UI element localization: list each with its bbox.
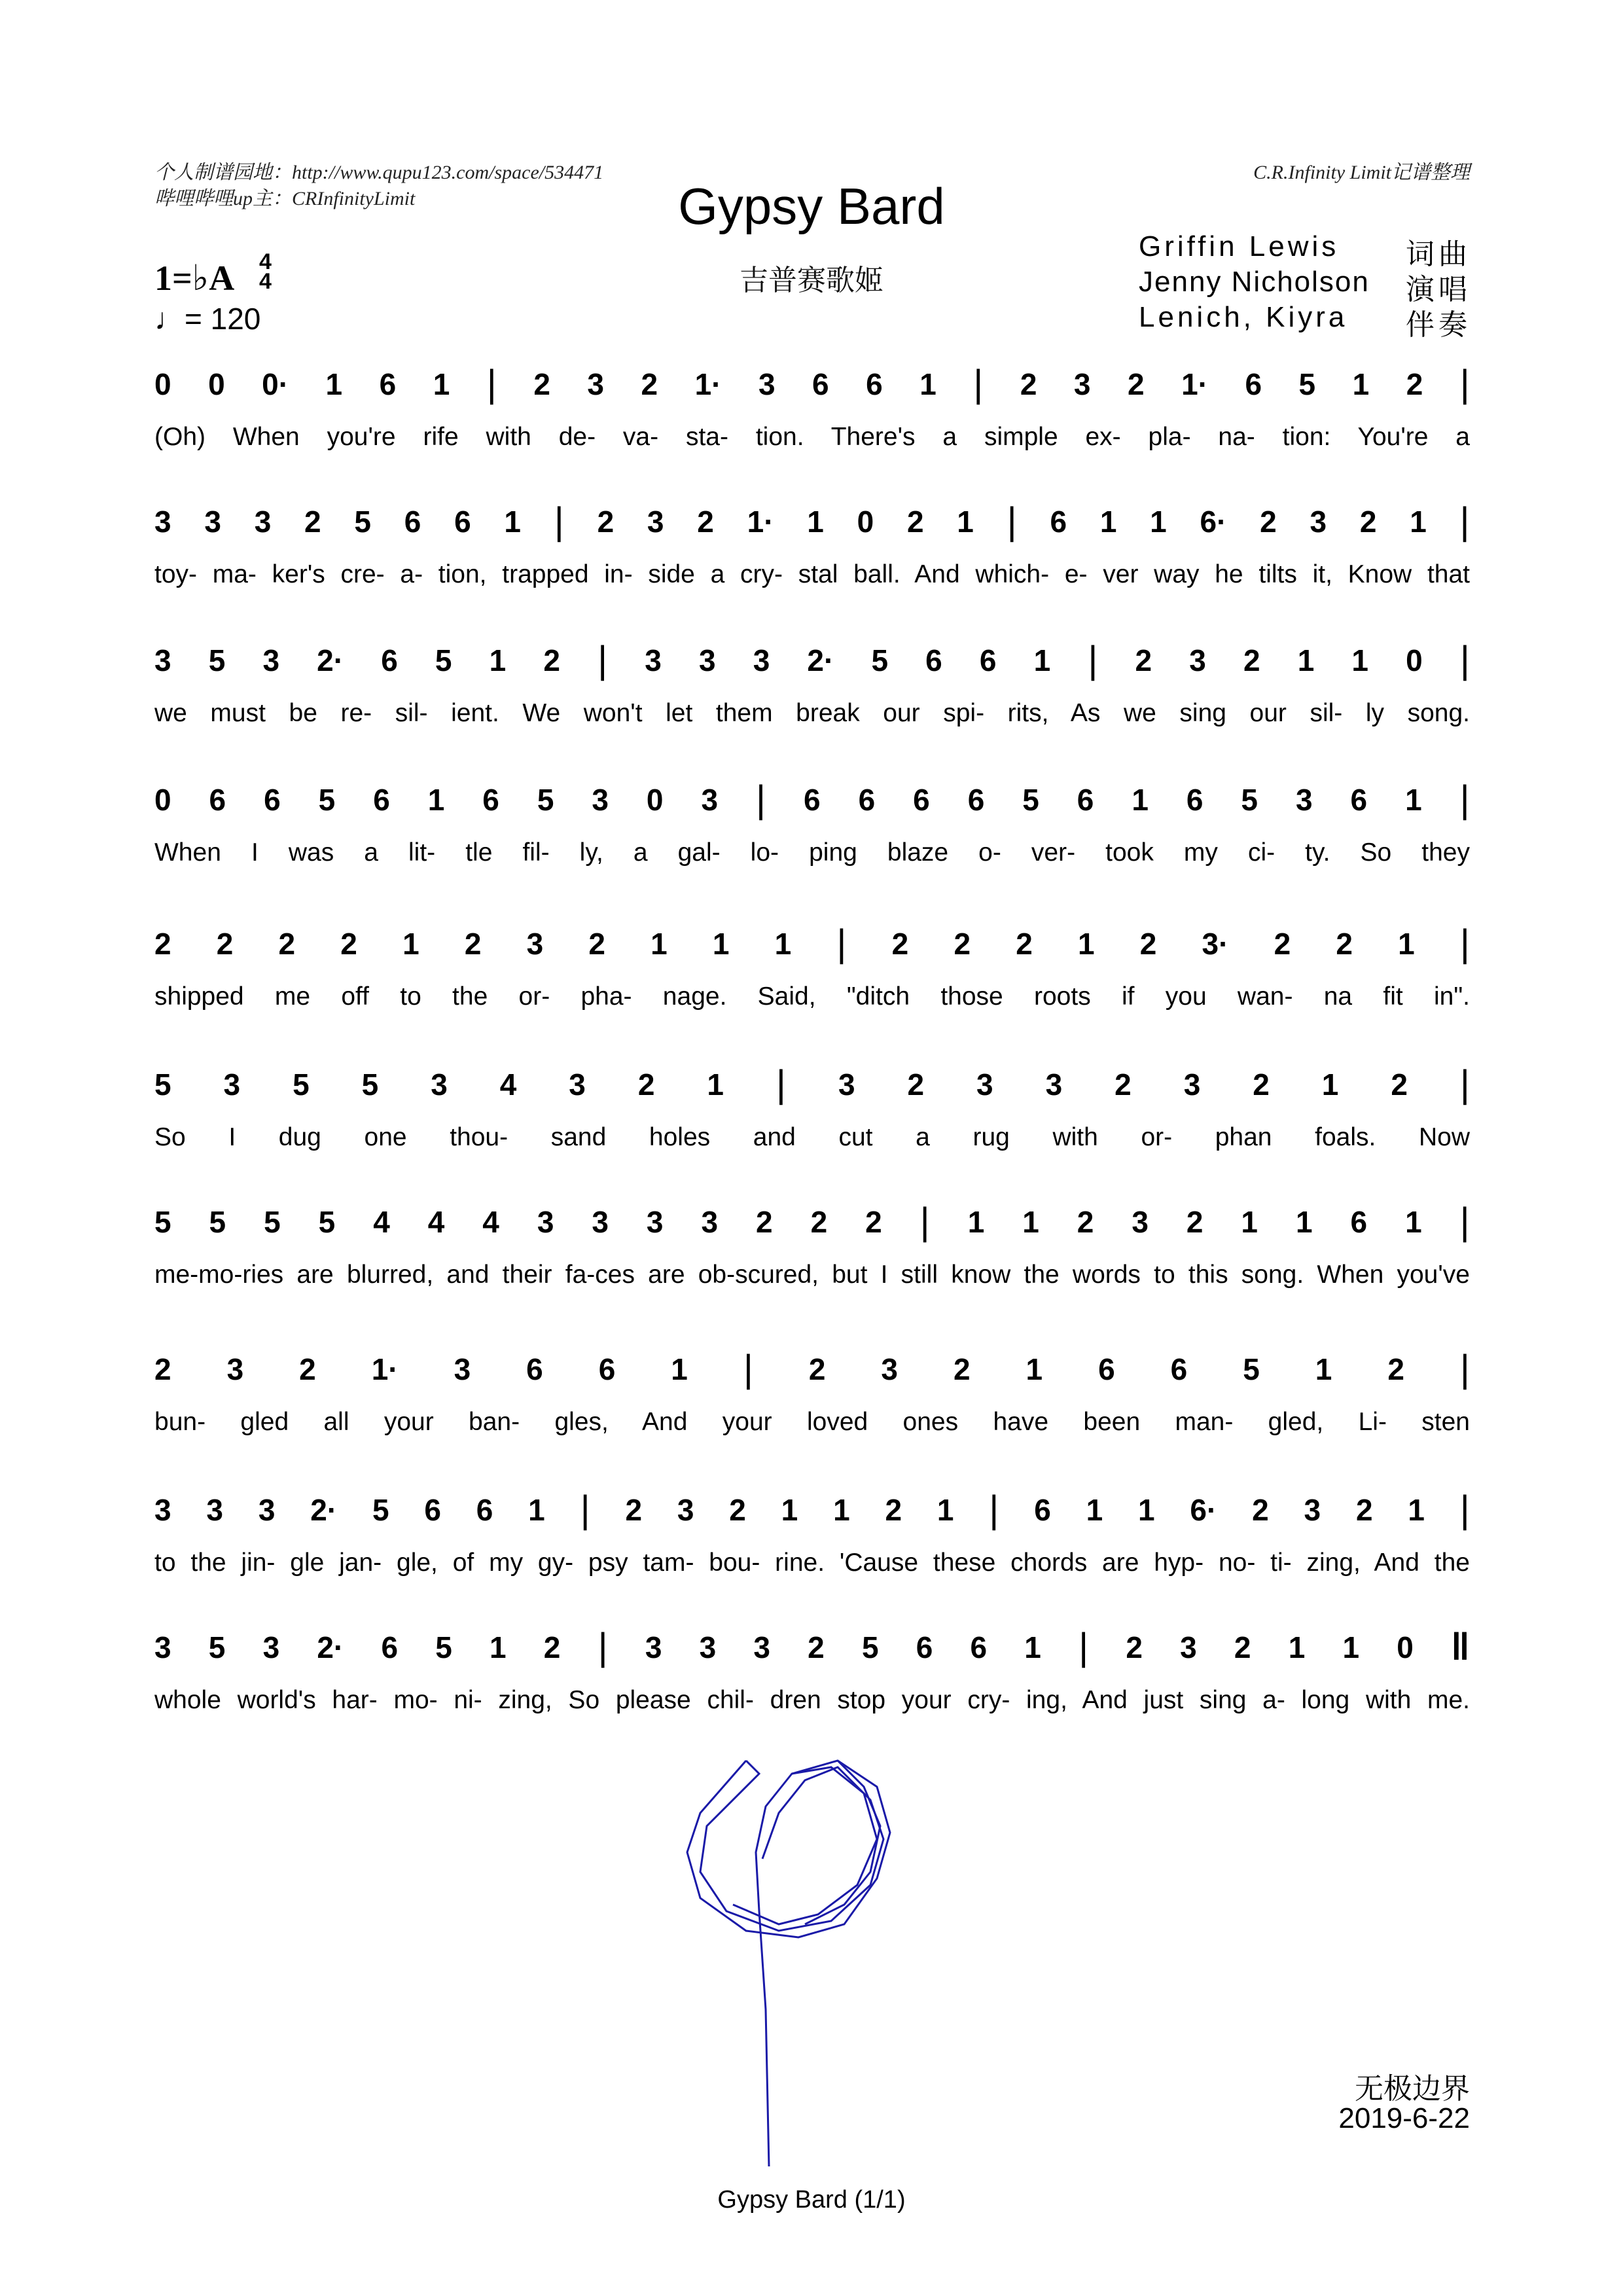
- note: 6: [858, 783, 876, 817]
- lyrics-line: When I was a lit- tle fil- ly, a gal- lo- ping blaze o- ver- took my ci- ty. So they: [154, 838, 1470, 867]
- barline: |: [919, 1200, 930, 1243]
- note: 6: [381, 643, 398, 677]
- note: 3: [526, 927, 544, 961]
- note: 2: [1016, 927, 1033, 961]
- note: 1: [1138, 1493, 1155, 1527]
- note: 2: [154, 1352, 171, 1386]
- notes-row: [154, 639, 1470, 681]
- note: 1: [807, 505, 824, 539]
- note: 2: [1260, 505, 1277, 539]
- note: 6: [381, 1630, 399, 1664]
- note: 1·: [371, 1352, 399, 1386]
- note: 3: [154, 505, 171, 539]
- note: 3: [753, 643, 770, 677]
- note: 0·: [262, 367, 289, 401]
- note: 3: [699, 1630, 717, 1664]
- note: 2·: [317, 1630, 344, 1664]
- note: 2: [588, 927, 605, 961]
- note: 3: [701, 783, 719, 817]
- notes-row: [154, 500, 1470, 543]
- barline: |: [1459, 778, 1470, 821]
- note: 6·: [1190, 1493, 1217, 1527]
- note: 3: [154, 643, 171, 677]
- note: 1: [1405, 1205, 1422, 1239]
- note: 1: [957, 505, 974, 539]
- lyrics-line: whole world's har- mo- ni- zing, So please chil- dren stop your cry- ing, And just sing a- long with me.: [154, 1686, 1470, 1714]
- note: 5: [537, 783, 554, 817]
- note: 1·: [1181, 367, 1208, 401]
- note: 3: [154, 1630, 171, 1664]
- note: 1: [936, 1493, 954, 1527]
- note: 3: [154, 1493, 171, 1527]
- notes-row: [154, 1488, 1470, 1531]
- site-url-line: 个人制谱园地：http://www.qupu123.com/space/534471: [154, 162, 604, 183]
- note: 6: [476, 1493, 493, 1527]
- note: 1: [433, 367, 450, 401]
- note: 3: [701, 1205, 719, 1239]
- note: 1: [1150, 505, 1167, 539]
- note: 2: [953, 1352, 971, 1386]
- note: 2: [1252, 1493, 1269, 1527]
- note: 6: [1050, 505, 1067, 539]
- barline: |: [989, 1488, 999, 1531]
- note: 2: [543, 643, 560, 677]
- lyrics-line: me-mo-ries are blurred, and their fa-ces are ob-scured, but I still know the words to this song. When you've: [154, 1261, 1470, 1289]
- note: 2: [1186, 1205, 1204, 1239]
- note: 1: [671, 1352, 688, 1386]
- note: 2: [1274, 927, 1291, 961]
- lyrics-line: (Oh) When you're rife with de- va- sta- tion. There's a simple ex- pla- na- tion: You're a: [154, 423, 1470, 451]
- note: 6·: [1200, 505, 1227, 539]
- lyrics-line: shipped me off to the or- pha- nage. Said, "ditch those roots if you wan- na fit in".: [154, 982, 1470, 1011]
- note: 6: [482, 783, 499, 817]
- note: 6: [424, 1493, 441, 1527]
- barline: |: [1459, 1200, 1470, 1243]
- time-signature-top: 4: [259, 249, 272, 274]
- note: 3: [1045, 1067, 1063, 1102]
- barline: |: [1079, 1626, 1089, 1668]
- credits-block: [1139, 230, 1471, 341]
- note: 6: [1186, 783, 1204, 817]
- credit-row: [1139, 301, 1471, 341]
- note: 3: [646, 1205, 664, 1239]
- note: 3: [645, 643, 662, 677]
- arranger-credit: C.R.Infinity Limit记谱整理: [1253, 162, 1470, 183]
- notes-row: [154, 1063, 1470, 1105]
- bilibili-line: 哔哩哔哩up主：CRInfinityLimit: [154, 188, 416, 209]
- note: 2: [299, 1352, 316, 1386]
- note: 2: [756, 1205, 773, 1239]
- note: 1: [1408, 1493, 1425, 1527]
- note: 3: [592, 783, 609, 817]
- note: 5: [871, 643, 889, 677]
- barline: |: [1459, 922, 1470, 965]
- note: 3: [1304, 1493, 1321, 1527]
- note: 1: [1295, 1205, 1313, 1239]
- note: 6: [264, 783, 281, 817]
- note: 5: [435, 1630, 452, 1664]
- note: 5: [154, 1205, 171, 1239]
- notes-row: [154, 778, 1470, 821]
- note: 2: [1359, 505, 1377, 539]
- note: 1: [1398, 927, 1415, 961]
- note: 3: [206, 1493, 223, 1527]
- note: 6: [373, 783, 390, 817]
- note: 5: [1243, 1352, 1260, 1386]
- note: 6: [925, 643, 942, 677]
- note: 1: [1342, 1630, 1360, 1664]
- note: 2: [597, 505, 615, 539]
- note: 5: [1298, 367, 1316, 401]
- barline: |: [756, 778, 766, 821]
- note: 2: [808, 1630, 825, 1664]
- barline: |: [1088, 639, 1098, 681]
- note: 1: [712, 927, 730, 961]
- note: 2: [1234, 1630, 1251, 1664]
- note: 3: [758, 367, 776, 401]
- note: 1: [707, 1067, 724, 1102]
- note: 2: [533, 367, 550, 401]
- note: 3: [881, 1352, 899, 1386]
- note: 5: [318, 1205, 336, 1239]
- barline: |: [836, 922, 847, 965]
- note: 1: [967, 1205, 985, 1239]
- note: 2: [906, 505, 924, 539]
- note: 3: [262, 1630, 280, 1664]
- note: 3: [454, 1352, 471, 1386]
- barline: ‖: [1451, 1626, 1470, 1668]
- note: 1: [774, 927, 792, 961]
- credit-role: 伴奏: [1406, 309, 1471, 341]
- note: 6: [1245, 367, 1262, 401]
- note: 2: [1253, 1067, 1270, 1102]
- note: 5: [264, 1205, 281, 1239]
- note: 3: [647, 505, 664, 539]
- note: 1: [1022, 1205, 1039, 1239]
- note: 2: [1387, 1352, 1404, 1386]
- note: 3: [537, 1205, 554, 1239]
- note: 2: [1139, 927, 1157, 961]
- note: 5: [1241, 783, 1258, 817]
- note: 1: [1132, 783, 1149, 817]
- song-title: Gypsy Bard: [678, 177, 945, 235]
- note: 6: [916, 1630, 933, 1664]
- note: 1·: [694, 367, 722, 401]
- note: 2: [641, 367, 658, 401]
- note: 1: [402, 927, 419, 961]
- signature-logo-icon: [681, 1748, 969, 2166]
- note: 5: [354, 505, 371, 539]
- note: 2: [278, 927, 296, 961]
- note: 6: [209, 783, 226, 817]
- signature-date: 2019-6-22: [1338, 2102, 1470, 2134]
- note: 2: [954, 927, 971, 961]
- note: 0: [154, 783, 171, 817]
- notes-row: [154, 1626, 1470, 1668]
- note: 6: [1350, 1205, 1368, 1239]
- note: 6: [913, 783, 930, 817]
- note: 2: [1135, 643, 1152, 677]
- note: 6: [404, 505, 421, 539]
- note: 4: [499, 1067, 517, 1102]
- time-signature: [259, 249, 272, 294]
- note: 4: [373, 1205, 390, 1239]
- note: 2·: [317, 643, 344, 677]
- note: 1: [781, 1493, 798, 1527]
- note: 3: [976, 1067, 993, 1102]
- note: 1: [1086, 1493, 1103, 1527]
- note: 1: [528, 1493, 545, 1527]
- note: 3: [258, 1493, 276, 1527]
- note: 3: [223, 1067, 241, 1102]
- note: 2: [885, 1493, 902, 1527]
- note: 6: [598, 1352, 616, 1386]
- note: 0: [1397, 1630, 1414, 1664]
- barline: |: [486, 363, 497, 405]
- credit-row: [1139, 230, 1471, 270]
- note: 2: [729, 1493, 746, 1527]
- song-subtitle: 吉普赛歌姬: [740, 264, 883, 296]
- note: 1: [1410, 505, 1427, 539]
- note: 5: [1022, 783, 1039, 817]
- barline: |: [1459, 1348, 1470, 1390]
- barline: |: [580, 1488, 590, 1531]
- note: 6: [1170, 1352, 1188, 1386]
- note: 6: [526, 1352, 543, 1386]
- note: 3: [204, 505, 221, 539]
- note: 6: [804, 783, 821, 817]
- lyrics-line: toy- ma- ker's cre- a- tion, trapped in- side a cry- stal ball. And which- e- ver way he tilts it, Know that: [154, 560, 1470, 588]
- credit-name: Jenny Nicholson: [1139, 266, 1370, 298]
- lyrics-line: bun- gled all your ban- gles, And your loved ones have been man- gled, Li- sten: [154, 1408, 1470, 1436]
- note: 6: [379, 367, 397, 401]
- note: 4: [482, 1205, 499, 1239]
- lyrics-line: to the jin- gle jan- gle, of my gy- psy tam- bou- rine. 'Cause these chords are hyp- no- ti- zing, And the: [154, 1549, 1470, 1577]
- note: 1: [325, 367, 343, 401]
- note: 6: [979, 643, 997, 677]
- note: 1: [1288, 1630, 1306, 1664]
- note: 6: [1034, 1493, 1051, 1527]
- note: 5: [154, 1067, 171, 1102]
- note: 1: [1026, 1352, 1043, 1386]
- note: 6: [1098, 1352, 1115, 1386]
- note: 3: [587, 367, 605, 401]
- tempo-marking: ♩= 120: [154, 302, 261, 336]
- signature-name: 无极边界: [1355, 2073, 1470, 2105]
- note: 1: [1297, 643, 1315, 677]
- note: 3: [1132, 1205, 1149, 1239]
- note: 2: [810, 1205, 828, 1239]
- note: 3: [645, 1630, 662, 1664]
- note: 2: [808, 1352, 826, 1386]
- barline: |: [1459, 639, 1470, 681]
- note: 2: [1391, 1067, 1408, 1102]
- note: 2: [1243, 643, 1260, 677]
- note: 2: [637, 1067, 655, 1102]
- notes-row: [154, 1200, 1470, 1243]
- note: 6: [970, 1630, 988, 1664]
- note: 1: [1315, 1352, 1332, 1386]
- note: 2: [891, 927, 909, 961]
- note: 2: [697, 505, 714, 539]
- note: 2: [340, 927, 357, 961]
- note: 5: [208, 1630, 226, 1664]
- note: 1: [833, 1493, 850, 1527]
- note: 2: [1355, 1493, 1373, 1527]
- note: 1: [1405, 783, 1422, 817]
- note: 2: [907, 1067, 925, 1102]
- barline: |: [554, 500, 564, 543]
- lyrics-line: So I dug one thou- sand holes and cut a rug with or- phan foals. Now: [154, 1123, 1470, 1151]
- note: 3: [1183, 1067, 1201, 1102]
- note: 6: [454, 505, 471, 539]
- notes-row: [154, 363, 1470, 405]
- barline: |: [1459, 363, 1470, 405]
- note: 4: [427, 1205, 445, 1239]
- note: 3: [1189, 643, 1206, 677]
- note: 3: [254, 505, 272, 539]
- note: 5: [361, 1067, 379, 1102]
- barline: |: [776, 1063, 786, 1105]
- note: 1: [651, 927, 668, 961]
- note: 2: [625, 1493, 643, 1527]
- note: 5: [372, 1493, 389, 1527]
- lyrics-line: we must be re- sil- ient. We won't let them break our spi- rits, As we sing our sil- ly song.: [154, 699, 1470, 727]
- note: 1: [1033, 643, 1051, 677]
- note: 5: [209, 1205, 226, 1239]
- note: 6: [866, 367, 883, 401]
- note: 2: [1336, 927, 1353, 961]
- note: 6: [812, 367, 829, 401]
- note: 2: [1126, 1630, 1143, 1664]
- note: 1: [1024, 1630, 1041, 1664]
- barline: |: [1459, 1063, 1470, 1105]
- note: 6: [1077, 783, 1094, 817]
- note: 1: [427, 783, 445, 817]
- note: 0: [857, 505, 874, 539]
- barline: |: [1459, 500, 1470, 543]
- barline: |: [1007, 500, 1017, 543]
- note: 2·: [310, 1493, 338, 1527]
- note: 3: [698, 643, 716, 677]
- credit-row: [1139, 266, 1471, 306]
- credit-role: 词曲: [1406, 238, 1471, 270]
- note: 3: [753, 1630, 770, 1664]
- note: 1: [1077, 927, 1095, 961]
- barline: |: [597, 639, 608, 681]
- note: 6: [1350, 783, 1368, 817]
- note: 3: [592, 1205, 609, 1239]
- note: 3: [1295, 783, 1313, 817]
- note: 1: [1321, 1067, 1339, 1102]
- note: 3: [226, 1352, 244, 1386]
- note: 3: [569, 1067, 586, 1102]
- key-signature: 1=♭A: [154, 259, 235, 298]
- note: 0: [1406, 643, 1423, 677]
- note: 2: [464, 927, 482, 961]
- barline: |: [973, 363, 984, 405]
- note: 3: [1073, 367, 1091, 401]
- time-signature-bottom: 4: [259, 269, 272, 294]
- note: 3: [1310, 505, 1327, 539]
- note: 1: [1241, 1205, 1258, 1239]
- barline: |: [743, 1348, 753, 1390]
- credit-name: Griffin Lewis: [1139, 230, 1340, 262]
- note: 5: [435, 643, 452, 677]
- note: 3: [1180, 1630, 1197, 1664]
- note: 0: [154, 367, 171, 401]
- note: 2: [865, 1205, 882, 1239]
- note: 3: [838, 1067, 855, 1102]
- note: 1: [490, 1630, 507, 1664]
- note: 2·: [807, 643, 834, 677]
- note: 5: [861, 1630, 879, 1664]
- note: 1: [489, 643, 507, 677]
- note: 2: [1128, 367, 1145, 401]
- notes-row: [154, 922, 1470, 965]
- credit-name: Lenich, Kiyra: [1139, 301, 1348, 333]
- note: 2: [1077, 1205, 1094, 1239]
- note: 2: [1115, 1067, 1132, 1102]
- note: 3: [677, 1493, 694, 1527]
- note: 1: [919, 367, 936, 401]
- note: 5: [318, 783, 336, 817]
- barline: |: [597, 1626, 608, 1668]
- note: 2: [304, 505, 321, 539]
- note: 2: [1020, 367, 1037, 401]
- note: 1: [1352, 367, 1370, 401]
- note: 3: [431, 1067, 448, 1102]
- barline: |: [1459, 1488, 1470, 1531]
- note: 6: [967, 783, 985, 817]
- note: 5: [208, 643, 226, 677]
- credit-role: 演唱: [1406, 274, 1471, 306]
- note: 3·: [1202, 927, 1229, 961]
- note: 2: [216, 927, 234, 961]
- note: 0: [208, 367, 225, 401]
- notes-row: [154, 1348, 1470, 1390]
- note: 3: [262, 643, 280, 677]
- note: 1: [1099, 505, 1117, 539]
- page-footer: Gypsy Bard (1/1): [717, 2186, 906, 2214]
- note: 1: [1351, 643, 1368, 677]
- note: 0: [646, 783, 664, 817]
- note: 5: [293, 1067, 310, 1102]
- note: 2: [543, 1630, 561, 1664]
- note: 2: [154, 927, 171, 961]
- note: 2: [1406, 367, 1423, 401]
- note: 1·: [747, 505, 774, 539]
- note: 1: [504, 505, 521, 539]
